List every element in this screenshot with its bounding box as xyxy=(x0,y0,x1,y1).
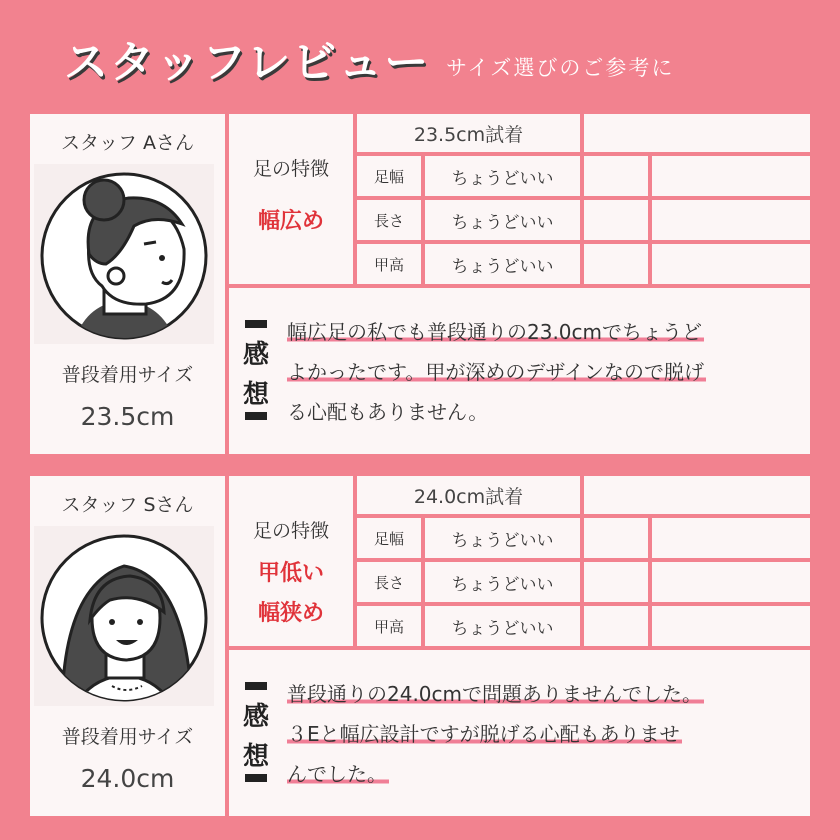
fit-row-value: ちょうどいい xyxy=(425,606,580,646)
fit-row-label: 甲高 xyxy=(357,606,421,646)
empty-cell xyxy=(584,562,648,602)
foot-feature-label: 足の特徴 xyxy=(252,520,329,542)
staff-profile-cell xyxy=(30,476,225,816)
staff-avatar xyxy=(34,164,214,344)
review-card-s xyxy=(30,476,810,816)
usual-size-label: 普段着用サイズ xyxy=(61,726,194,748)
fit-row-label: 足幅 xyxy=(357,518,421,558)
empty-cell xyxy=(652,156,810,196)
staff-avatar xyxy=(34,526,214,706)
empty-cell xyxy=(584,518,648,558)
fit-row-value: ちょうどいい xyxy=(425,518,580,558)
empty-cell xyxy=(652,606,810,646)
impression-heading-char: 想 xyxy=(242,380,269,410)
page-subtitle: サイズ選びのご参考に xyxy=(446,56,675,80)
staff-name: スタッフ Aさん xyxy=(60,132,195,154)
fit-row-label: 長さ xyxy=(357,562,421,602)
usual-size-label: 普段着用サイズ xyxy=(61,364,194,386)
empty-cell xyxy=(652,244,810,284)
impression-text-line: る心配もありません。 xyxy=(287,400,489,424)
fit-row-label: 甲高 xyxy=(357,244,421,284)
impression-text-line: んでした。 xyxy=(287,762,387,786)
empty-cell xyxy=(584,606,648,646)
trial-size: 23.5cm試着 xyxy=(357,114,580,152)
foot-feature-cell xyxy=(229,476,353,646)
impression-text-line: 幅広足の私でも普段通りの23.0cmでちょうど xyxy=(287,320,703,344)
impression-heading-char: 感 xyxy=(242,702,269,732)
fit-row-value: ちょうどいい xyxy=(425,562,580,602)
impression-heading xyxy=(241,320,271,420)
header xyxy=(0,0,840,108)
staff-name: スタッフ Sさん xyxy=(61,494,194,516)
foot-feature-value: 甲低い xyxy=(257,561,324,586)
empty-cell xyxy=(584,200,648,240)
fit-row-value: ちょうどいい xyxy=(425,200,580,240)
impression-text-line: 普段通りの24.0cmで問題ありませんでした。 xyxy=(287,682,703,706)
foot-feature-value: 幅広め xyxy=(257,209,324,234)
foot-feature-value: 幅狭め xyxy=(257,601,324,626)
empty-cell xyxy=(584,114,810,152)
impression-heading-char: 想 xyxy=(242,742,269,772)
impression-cell xyxy=(229,650,810,816)
staff-profile-cell xyxy=(30,114,225,454)
trial-size: 24.0cm試着 xyxy=(357,476,580,514)
empty-cell xyxy=(584,156,648,196)
fit-row-value: ちょうどいい xyxy=(425,244,580,284)
empty-cell xyxy=(584,244,648,284)
impression-heading xyxy=(241,682,271,782)
empty-cell xyxy=(652,200,810,240)
impression-heading-char: 感 xyxy=(242,340,269,370)
impression-cell xyxy=(229,288,810,454)
woman-long-hair-avatar-icon xyxy=(34,526,214,706)
impression-text-line: よかったです。甲が深めのデザインなので脱げ xyxy=(287,360,704,384)
fit-row-value: ちょうどいい xyxy=(425,156,580,196)
foot-feature-cell xyxy=(229,114,353,284)
empty-cell xyxy=(584,476,810,514)
usual-size-value: 24.0cm xyxy=(80,764,175,793)
empty-cell xyxy=(652,562,810,602)
usual-size-value: 23.5cm xyxy=(80,402,175,431)
woman-bun-avatar-icon xyxy=(34,164,214,344)
page-title: スタッフレビュー xyxy=(64,37,431,88)
impression-text-line: ３Eと幅広設計ですが脱げる心配もありませ xyxy=(287,722,680,746)
foot-feature-label: 足の特徴 xyxy=(252,158,329,180)
fit-row-label: 長さ xyxy=(357,200,421,240)
fit-row-label: 足幅 xyxy=(357,156,421,196)
review-card-a xyxy=(30,114,810,454)
empty-cell xyxy=(652,518,810,558)
